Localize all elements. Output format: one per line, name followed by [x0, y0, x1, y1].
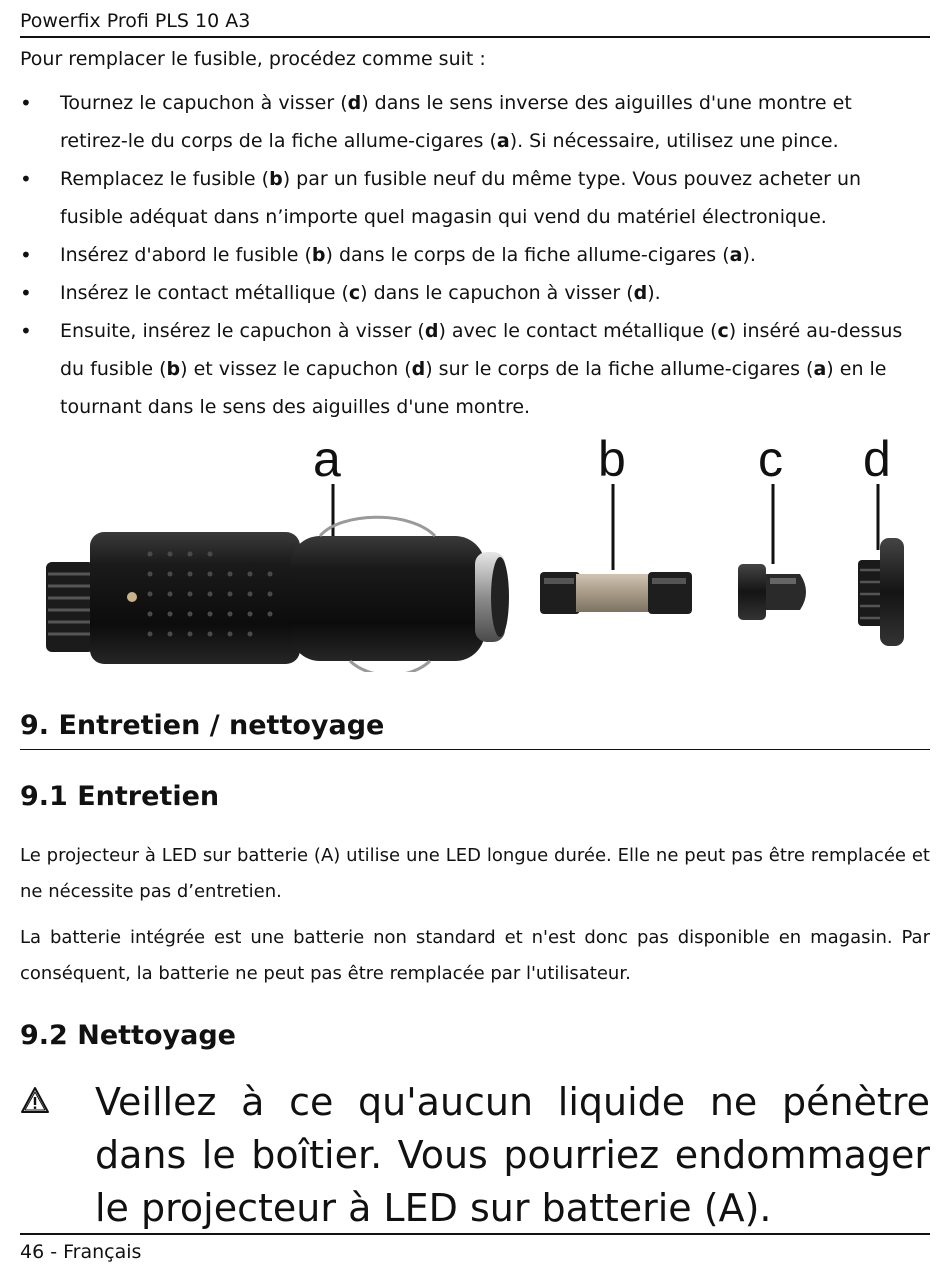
warning-triangle-icon — [20, 1086, 50, 1116]
list-item — [20, 160, 930, 236]
figure-label-a: a — [313, 431, 341, 487]
step-line: • Tournez le capuchon à visser (d) dans le sens inverse des aiguilles d'une montre et — [60, 92, 852, 114]
plug-body-a — [46, 517, 509, 672]
screw-cap-d — [858, 538, 904, 646]
step-line: fusible adéquat dans n’importe quel magasin qui vend du matériel électronique. — [60, 206, 827, 228]
section-9-1-paragraph-1: Le projecteur à LED sur batterie (A) utilise une LED longue durée. Elle ne peut pas être remplacée et ne nécessite pas d’entretien. — [20, 845, 930, 902]
step-line: • Insérez le contact métallique (c) dans le capuchon à visser (d). — [60, 282, 661, 304]
contact-c — [738, 564, 806, 620]
plug-parts-illustration — [20, 432, 930, 672]
section-9-heading: 9. Entretien / nettoyage — [20, 710, 930, 750]
plug-parts-figure — [20, 432, 930, 672]
warning-block — [20, 1076, 930, 1230]
step-line: • Ensuite, insérez le capuchon à visser (d) avec le contact métallique (c) inséré au-dessus — [60, 320, 903, 342]
list-item — [20, 84, 930, 160]
section-9-1-paragraph-2: La batterie intégrée est une batterie non standard et n'est donc pas disponible en magasin. Par conséquent, la batterie ne peut pas être remplacée par l'utilisateur. — [20, 927, 930, 984]
step-line: retirez-le du corps de la fiche allume-cigares (a). Si nécessaire, utilisez une pince. — [60, 130, 839, 152]
section-9-1-heading: 9.1 Entretien — [20, 781, 220, 812]
page-footer: 46 - Français — [20, 1233, 930, 1263]
instruction-list — [20, 84, 930, 426]
step-line: tournant dans le sens des aiguilles d'une montre. — [60, 396, 531, 418]
section-9-2-heading: 9.2 Nettoyage — [20, 1020, 236, 1051]
page-header: Powerfix Profi PLS 10 A3 — [20, 10, 930, 38]
figure-label-c: c — [758, 431, 783, 487]
step-line: du fusible (b) et vissez le capuchon (d) sur le corps de la fiche allume-cigares (a) en le — [60, 358, 887, 380]
intro-text: Pour remplacer le fusible, procédez comme suit : — [20, 48, 486, 70]
figure-label-d: d — [863, 431, 891, 487]
list-item — [20, 312, 930, 426]
figure-label-b: b — [598, 431, 626, 487]
step-line: • Remplacez le fusible (b) par un fusible neuf du même type. Vous pouvez acheter un — [60, 168, 862, 190]
warning-text: Veillez à ce qu'aucun liquide ne pénètre dans le boîtier. Vous pourriez endommager le projecteur à LED sur batterie (A). — [95, 1080, 930, 1230]
list-item — [20, 274, 930, 312]
step-line: • Insérez d'abord le fusible (b) dans le corps de la fiche allume-cigares (a). — [60, 244, 756, 266]
fuse-b — [540, 572, 692, 614]
list-item — [20, 236, 930, 274]
